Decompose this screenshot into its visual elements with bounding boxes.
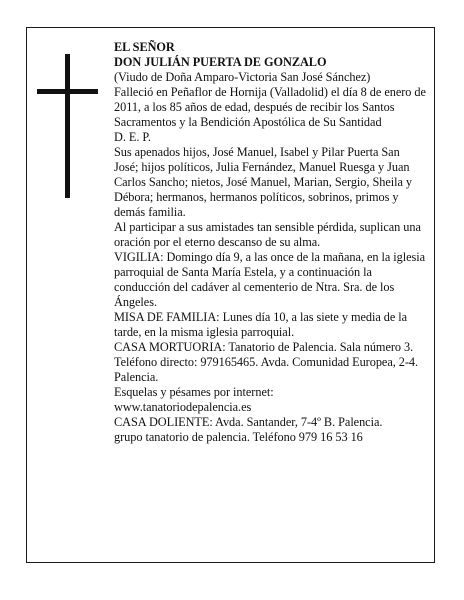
cross-icon-crossbar [37, 89, 98, 94]
mortuary-info: CASA MORTUORIA: Tanatorio de Palencia. Sala número 3. Teléfono directo: 979165465. Avda. Comunidad Europea, 2-4. Palencia. [114, 340, 419, 384]
widow-line: (Viudo de Doña Amparo-Victoria San José Sánchez) [114, 70, 371, 84]
internet-label: Esquelas y pésames por internet: [114, 385, 274, 399]
notice-title: EL SEÑOR [114, 40, 175, 54]
family-mass-info: MISA DE FAMILIA: Lunes día 10, a las siete y media de la tarde, en la misma iglesia parroquial. [114, 310, 408, 339]
obituary-text [114, 40, 426, 445]
prayer-request: Al participar a sus amistades tan sensible pérdida, suplican una oración por el eterno descanso de su alma. [114, 220, 421, 249]
rip-line: D. E. P. [114, 130, 151, 144]
mourning-house-info: CASA DOLIENTE: Avda. Santander, 7-4º B. Palencia. [114, 415, 383, 429]
deceased-name: DON JULIÁN PUERTA DE GONZALO [114, 55, 327, 69]
vigil-info: VIGILIA: Domingo día 9, a las once de la mañana, en la iglesia parroquial de Santa María Estela, y a continuación la conducción del cadáver al cementerio de Ntra. Sra. de los Ángeles. [114, 250, 426, 309]
family-list: Sus apenados hijos, José Manuel, Isabel y Pilar Puerta San José; hijos políticos, Julia Fernández, Manuel Ruesga y Juan Carlos Sancho; nietos, José Manuel, Marian, Sergio, Sheila y Débora; hermanos, hermanos políticos, sobrinos, primos y demás familia. [114, 145, 413, 219]
website-link[interactable]: www.tanatoriodepalencia.es [114, 400, 252, 414]
funeral-home-info: grupo tanatorio de palencia. Teléfono 979 16 53 16 [114, 430, 363, 444]
cross-icon [65, 54, 70, 198]
death-announcement: Falleció en Peñaflor de Hornija (Valladolid) el día 8 de enero de 2011, a los 85 años de edad, después de recibir los Santos Sacramentos y la Bendición Apostólica de Su Santidad [114, 85, 426, 129]
